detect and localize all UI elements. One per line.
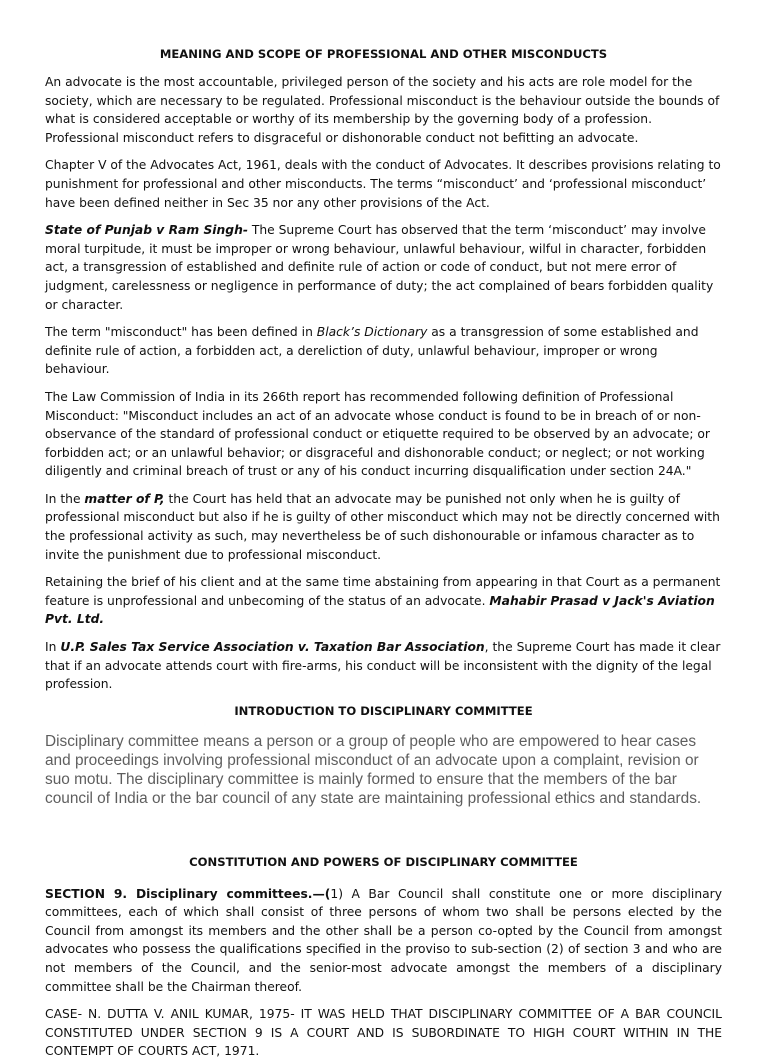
paragraph-blacks-dictionary bbox=[45, 323, 722, 379]
case-name: U.P. Sales Tax Service Association v. Taxation Bar Association bbox=[60, 640, 485, 655]
case-name: State of Punjab v Ram Singh- bbox=[45, 223, 248, 238]
source-name: Black’s Dictionary bbox=[316, 325, 428, 340]
paragraph-text: An advocate is the most accountable, privileged person of the society and his acts are role model for the society, which are necessary to be regulated. Professional misconduct is the behaviour outside the bounds of what is considered acceptable or worthy of its membership by the governing body of a profession. Professional misconduct refers to disgraceful or dishonorable conduct not befitting an advocate. bbox=[45, 75, 720, 145]
case-name: Mahabir Prasad v Jack's Aviation Pvt. Ltd. bbox=[45, 593, 715, 627]
paragraph-chapter-v bbox=[45, 156, 722, 212]
paragraph-retaining-brief bbox=[45, 573, 722, 629]
paragraph-section-9 bbox=[45, 885, 722, 997]
paragraph-text: In the bbox=[45, 491, 85, 506]
paragraph-text: 1) A Bar Council shall constitute one or more disciplinary committees, each of which shall consist of three persons of whom two shall be persons elected by the Council from amongst its members and the other shall be a person co-opted by the Council from amongst advocates who possess the qualifications specified in the proviso to sub-section (2) of section 3 and who are not members of the Council, and the senior-most advocate amongst the members of a disciplinary committee shall be the Chairman thereof. bbox=[45, 886, 722, 994]
paragraph-disciplinary-definition: Disciplinary committee means a person or a group of people who are empowered to hear cases and proceedings involving professional misconduct of an advocate upon a complaint, revision or suo motu. The disciplinary committee is mainly formed to ensure that the members of the bar council of India or the bar council of any state are maintaining professional ethics and standards. bbox=[45, 732, 702, 808]
paragraph-text: The term "misconduct" has been defined in bbox=[45, 325, 317, 340]
paragraph-advocate-accountability bbox=[45, 73, 722, 147]
document-title: MEANING AND SCOPE OF PROFESSIONAL AND OTHER MISCONDUCTS bbox=[159, 47, 608, 61]
paragraph-text: as a transgression of some established and definite rule of action, a forbidden act, a dereliction of duty, unlawful behaviour, improper or wrong behaviour. bbox=[45, 325, 699, 377]
paragraph-ram-singh bbox=[45, 221, 722, 314]
paragraph-text: The Supreme Court has observed that the term ‘misconduct’ may involve moral turpitude, it must be improper or wrong behaviour, unlawful behaviour, wilful in character, forbidden act, a transgression of established and definite rule of action or code of conduct, but not mere error of judgment, carelessness or negligence in performance of duty; the act complained of bears forbidden quality or character. bbox=[45, 223, 714, 312]
section-label: SECTION 9. Disciplinary committees.—( bbox=[45, 886, 331, 901]
paragraph-text: the Court has held that an advocate may be punished not only when he is guilty of professional misconduct but also if he is guilty of other misconduct which may not be directly concerned with the professional activity as such, may nevertheless be of such dishonourable or infamous character as to invite the punishment due to professional misconduct. bbox=[45, 491, 720, 562]
section-heading-constitution: CONSTITUTION AND POWERS OF DISCIPLINARY COMMITTEE bbox=[189, 854, 578, 869]
paragraph-text: Chapter V of the Advocates Act, 1961, deals with the conduct of Advocates. It describes provisions relating to punishment for professional and other misconducts. The terms “misconduct’ and ‘professional misconduct’ have been defined neither in Sec 35 nor any other provisions of the Act. bbox=[45, 158, 721, 210]
paragraph-text: Retaining the brief of his client and at the same time abstaining from appearing in that Court as a permanent feature is unprofessional and unbecoming of the status of an advocate. bbox=[45, 575, 721, 608]
section-heading-introduction: INTRODUCTION TO DISCIPLINARY COMMITTEE bbox=[234, 703, 533, 718]
paragraph-text: The Law Commission of India in its 266th report has recommended following definition of Professional Misconduct: "Misconduct includes an act of an advocate whose conduct is found to be in breach of or non-observance of the standard of professional conduct or etiquette required to be observed by an advocate; or forbidden act; or an unlawful behavior; or disgraceful and dishonorable conduct; or neglect; or not working diligently and criminal breach of trust or any of his conduct incurring disqualification under section 24A." bbox=[45, 389, 710, 479]
paragraph-up-sales-tax bbox=[45, 638, 722, 694]
case-name: matter of P, bbox=[84, 491, 165, 506]
paragraph-text: In bbox=[45, 640, 61, 655]
paragraph-text: , the Supreme Court has made it clear that if an advocate attends court with fire-arms, his conduct will be inconsistent with the dignity of the legal profession. bbox=[45, 640, 721, 692]
paragraph-case-dutta: CASE- N. DUTTA V. ANIL KUMAR, 1975- IT WAS HELD THAT DISCIPLINARY COMMITTEE OF A BAR COUNCIL CONSTITUTED UNDER SECTION 9 IS A COURT AND IS SUBORDINATE TO HIGH COURT WITHIN IN THE CONTEMPT OF COURTS ACT, 1971. bbox=[45, 1007, 722, 1059]
paragraph-law-commission bbox=[45, 388, 722, 481]
paragraph-matter-of-p bbox=[45, 490, 722, 564]
